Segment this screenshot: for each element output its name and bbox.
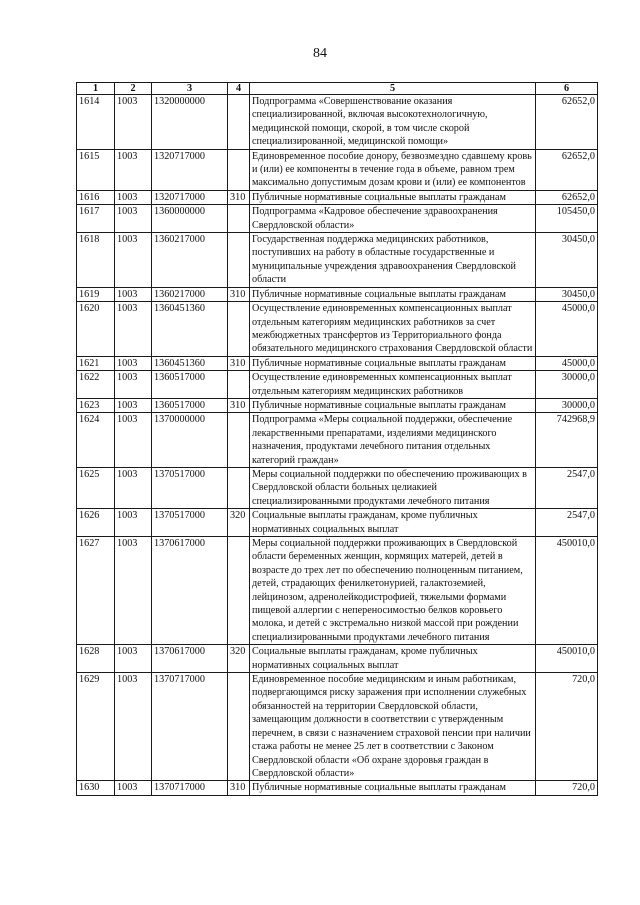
cell-c1: 1624 [77,413,115,468]
cell-c1: 1625 [77,467,115,508]
cell-c5: Публичные нормативные социальные выплаты гражданам [250,287,536,301]
cell-c2: 1003 [115,149,152,190]
cell-c3: 1370717000 [152,673,228,781]
cell-c2: 1003 [115,398,152,412]
cell-c4 [228,537,250,645]
header-row [77,83,598,95]
cell-c3: 1370717000 [152,781,228,795]
cell-c6: 30000,0 [536,398,598,412]
cell-c4 [228,371,250,399]
cell-c4: 310 [228,398,250,412]
cell-c1: 1621 [77,356,115,370]
cell-c4: 320 [228,509,250,537]
cell-c2: 1003 [115,302,152,357]
cell-c5: Осуществление единовременных компенсационных выплат отдельным категориям медицинских работников за счет межбюджетных трансфертов из Территориального фонда обязательного медицинского страхования Свердловской области [250,302,536,357]
table-row [77,413,598,468]
cell-c2: 1003 [115,413,152,468]
table-row [77,149,598,190]
cell-c6: 105450,0 [536,205,598,233]
cell-c6: 62652,0 [536,190,598,204]
cell-c2: 1003 [115,356,152,370]
cell-c2: 1003 [115,233,152,288]
cell-c4 [228,205,250,233]
cell-c2: 1003 [115,205,152,233]
cell-c2: 1003 [115,467,152,508]
cell-c6: 30000,0 [536,371,598,399]
cell-c2: 1003 [115,95,152,150]
cell-c1: 1630 [77,781,115,795]
cell-c3: 1360451360 [152,356,228,370]
cell-c3: 1370517000 [152,467,228,508]
cell-c5: Подпрограмма «Кадровое обеспечение здравоохранения Свердловской области» [250,205,536,233]
cell-c5: Социальные выплаты гражданам, кроме публичных нормативных социальных выплат [250,645,536,673]
cell-c3: 1360451360 [152,302,228,357]
cell-c1: 1614 [77,95,115,150]
cell-c6: 2547,0 [536,467,598,508]
cell-c3: 1360217000 [152,233,228,288]
cell-c3: 1320717000 [152,149,228,190]
table-row [77,673,598,781]
cell-c1: 1616 [77,190,115,204]
cell-c4 [228,233,250,288]
cell-c4 [228,467,250,508]
cell-c1: 1619 [77,287,115,301]
cell-c5: Единовременное пособие донору, безвозмездно сдавшему кровь и (или) ее компоненты в течение года в объеме, равном трем максимально допустимым дозам крови и (или) ее компонентов [250,149,536,190]
cell-c3: 1370517000 [152,509,228,537]
cell-c5: Публичные нормативные социальные выплаты гражданам [250,398,536,412]
table-row [77,509,598,537]
cell-c2: 1003 [115,371,152,399]
cell-c5: Меры социальной поддержки по обеспечению проживающих в Свердловской области больных целиакией специализированными продуктами лечебного питания [250,467,536,508]
cell-c5: Меры социальной поддержки проживающих в Свердловской области беременных женщин, кормящих матерей, детей в возрасте до трех лет по обеспечению полноценным питанием, детей, страдающих фенилкетонурией, галактоземией, лейцинозом, адренолейкодистрофией, тяжелыми формами пищевой аллергии с непереносимостью белков коровьего молока, и детей с экстремально низкой массой при рождении специализированными продуктами лечебного питания [250,537,536,645]
table-row [77,467,598,508]
cell-c6: 720,0 [536,673,598,781]
cell-c5: Социальные выплаты гражданам, кроме публичных нормативных социальных выплат [250,509,536,537]
table-row [77,95,598,150]
page-number: 84 [313,46,327,61]
cell-c2: 1003 [115,673,152,781]
cell-c4 [228,95,250,150]
cell-c5: Подпрограмма «Меры социальной поддержки, обеспечение лекарственными препаратами, изделиями медицинского назначения, продуктами лечебного питания отдельных категорий граждан» [250,413,536,468]
cell-c6: 30450,0 [536,233,598,288]
cell-c1: 1626 [77,509,115,537]
cell-c4: 310 [228,356,250,370]
cell-c6: 62652,0 [536,149,598,190]
cell-c5: Подпрограмма «Совершенствование оказания специализированной, включая высокотехнологичную, медицинской помощи, скорой, в том числе скорой специализированной, медицинской помощи» [250,95,536,150]
cell-c1: 1615 [77,149,115,190]
cell-c6: 62652,0 [536,95,598,150]
cell-c6: 450010,0 [536,645,598,673]
table-row [77,781,598,795]
cell-c1: 1622 [77,371,115,399]
cell-c4 [228,673,250,781]
cell-c3: 1360517000 [152,371,228,399]
table-row [77,356,598,370]
cell-c1: 1618 [77,233,115,288]
header-cell: 1 [77,83,115,95]
cell-c5: Единовременное пособие медицинским и иным работникам, подвергающимся риску заражения при исполнении служебных обязанностей на территории Свердловской области, замещающим должности в соответствии с утвержденным перечнем, в связи с назначением страховой пенсии при наличии стажа работы не менее 25 лет в соответствии с Законом Свердловской области «Об охране здоровья граждан в Свердловской области» [250,673,536,781]
table-row [77,233,598,288]
budget-table [76,82,598,796]
cell-c4 [228,149,250,190]
cell-c3: 1320000000 [152,95,228,150]
cell-c6: 2547,0 [536,509,598,537]
header-cell: 3 [152,83,228,95]
cell-c6: 742968,9 [536,413,598,468]
cell-c1: 1617 [77,205,115,233]
header-cell: 4 [228,83,250,95]
header-cell: 6 [536,83,598,95]
cell-c1: 1620 [77,302,115,357]
cell-c1: 1627 [77,537,115,645]
cell-c5: Публичные нормативные социальные выплаты гражданам [250,190,536,204]
cell-c2: 1003 [115,190,152,204]
cell-c6: 720,0 [536,781,598,795]
cell-c2: 1003 [115,537,152,645]
cell-c3: 1360000000 [152,205,228,233]
cell-c3: 1370000000 [152,413,228,468]
cell-c2: 1003 [115,781,152,795]
cell-c5: Осуществление единовременных компенсационных выплат отдельным категориям медицинских работников [250,371,536,399]
table-row [77,287,598,301]
cell-c1: 1628 [77,645,115,673]
table-row [77,205,598,233]
cell-c2: 1003 [115,645,152,673]
table-row [77,190,598,204]
cell-c6: 45000,0 [536,302,598,357]
cell-c5: Государственная поддержка медицинских работников, поступивших на работу в областные государственные и муниципальные учреждения здравоохранения Свердловской области [250,233,536,288]
header-cell: 5 [250,83,536,95]
cell-c5: Публичные нормативные социальные выплаты гражданам [250,356,536,370]
cell-c2: 1003 [115,287,152,301]
cell-c4 [228,302,250,357]
cell-c5: Публичные нормативные социальные выплаты гражданам [250,781,536,795]
cell-c3: 1320717000 [152,190,228,204]
cell-c6: 450010,0 [536,537,598,645]
table-row [77,302,598,357]
cell-c3: 1370617000 [152,537,228,645]
cell-c3: 1360517000 [152,398,228,412]
cell-c4: 320 [228,645,250,673]
cell-c6: 45000,0 [536,356,598,370]
table-row [77,645,598,673]
cell-c4 [228,413,250,468]
cell-c2: 1003 [115,509,152,537]
cell-c3: 1360217000 [152,287,228,301]
cell-c4: 310 [228,781,250,795]
cell-c3: 1370617000 [152,645,228,673]
cell-c4: 310 [228,287,250,301]
cell-c1: 1629 [77,673,115,781]
table-row [77,537,598,645]
cell-c1: 1623 [77,398,115,412]
table-row [77,398,598,412]
cell-c6: 30450,0 [536,287,598,301]
table-row [77,371,598,399]
cell-c4: 310 [228,190,250,204]
header-cell: 2 [115,83,152,95]
table-body [77,95,598,796]
